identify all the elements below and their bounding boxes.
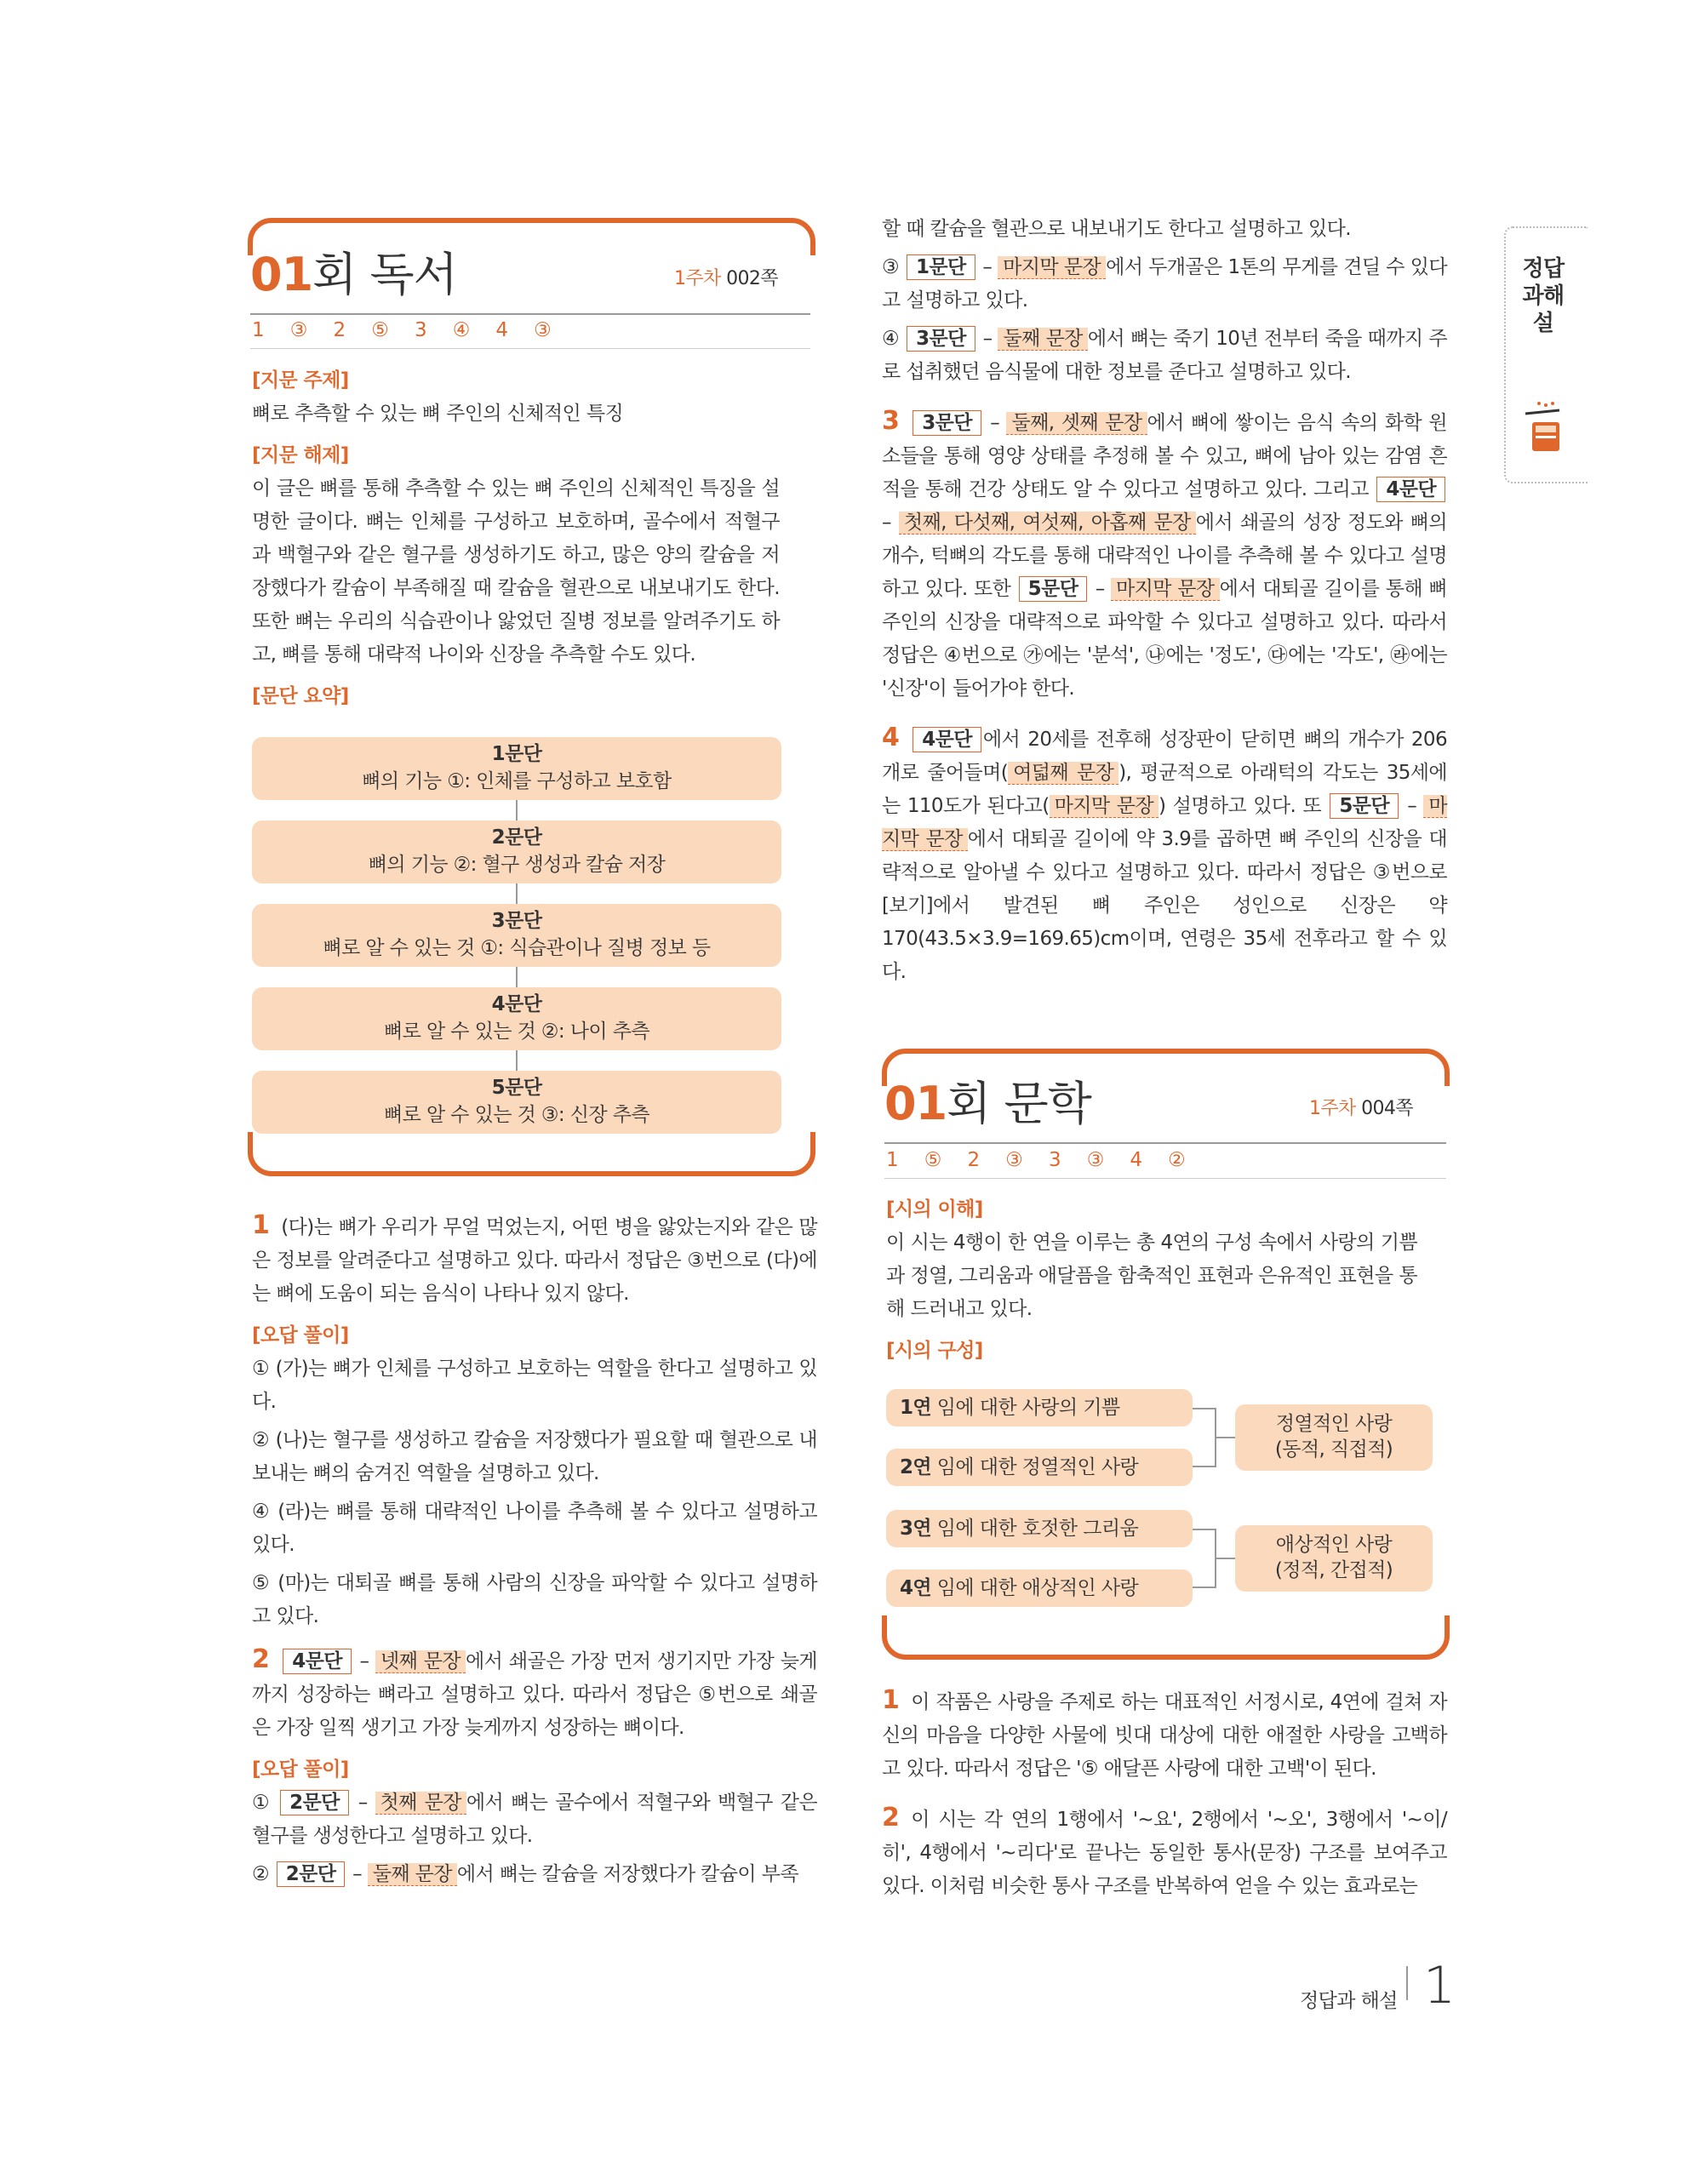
summary-box: 5문단 뼈로 알 수 있는 것 ③: 신장 추측 — [252, 1071, 781, 1134]
reading-topic-block — [252, 364, 780, 713]
literature-answer-key: 1 ⑤ 2 ③ 3 ③ 4 ② — [886, 1149, 1186, 1171]
literature-section-title: 01회 문학 — [884, 1077, 1091, 1130]
reading-header-rule — [250, 313, 810, 315]
footer-label: 정답과 해설 — [1300, 1990, 1398, 2012]
book-pencil-icon — [1515, 397, 1575, 456]
paragraph-summary-chart — [252, 737, 781, 1134]
literature-page-ref: 1주차 004쪽 — [1309, 1098, 1413, 1119]
literature-questions: 1 이 작품은 사랑을 주제로 하는 대표적인 서정시로, 4연에 걸쳐 자신의 마음을 다양한 사물에 빗대 대상에 대한 애절한 사랑을 고백하고 있다. 따라서 정답은 '⑤ 애달픈 사랑에 대한 고백'이 된다. 2 이 시는 각 연의 1행에서 '~요', 2행에서 '~오', 3행에서 '~이/히', 4행에서 '~리다'로 끝나는 동일한 통사(문장) 구조를 보여주고 있다. 이처럼 비슷한 통사 구조를 반복하여 얻을 수 있는 효과로는 — [882, 1685, 1447, 1897]
reading-answer-key: 1 ③ 2 ⑤ 3 ④ 4 ③ — [252, 319, 552, 341]
reading-section-title: 01회 독서 — [250, 248, 457, 301]
reading-page-ref: 1주차 002쪽 — [674, 268, 778, 289]
reading-answers-continued: 할 때 칼슘을 혈관으로 내보내기도 한다고 설명하고 있다. ③ 1문단 – 마지막 문장 에서 두개골은 1톤의 무게를 견딜 수 있다고 설명하고 있다. ④ 3문단 – 둘째 문장 에서 뼈는 죽기 10년 전부터 죽을 때까지 주로 섭취했던 음식물에 대한 정보를 준다고 설명하고 있다. 3 3문단 – 둘째, 셋째 문장 에서 뼈에 쌓이는 음식 속의 화학 원소들을 통해 영양 상태를 추정해 볼 수 있고, 뼈에 남아 있는 감염 흔적을 통해 건강 상태도 알 수 있다고 설명하고 있다. 그리고 4문단 – 첫째, 다섯째, 여섯째, 아홉째 문장 에서 쇄골의 성장 정도와 뼈의 개수, 턱뼈의 각도를 통해 대략적인 나이를 추측해 볼 수 있다고 설명하고 있다. 또한 5문단 – 마지막 문장 에서 대퇴골 길이를 통해 뼈 주인의 신장을 대략적으로 파악할 수 있다고 설명하고 있다. 따라서 정답은 ④번으로 ㉮에는 '분석', ㉯에는 '정도', ㉰에는 '각도', ㉱에는 '신장'이 들어가야 한다. 4 4문단 에서 20세를 전후해 성장판이 닫히면 뼈의 개수가 206개로 줄어들며( 여덟째 문장 ), 평균적으로 아래턱의 각도는 35세에는 110도가 된다고( 마지막 문장 ) 설명하고 있다. 또 5문단 – 마지막 문장 에서 대퇴골 길이에 약 3.9를 곱하면 뼈 주인의 신장을 대략적으로 알아낼 수 있다고 설명하고 있다. 따라서 정답은 ③번으로 [보기]에서 발견된 뼈 주인은 성인으로 신장은 약 170(43.5×3.9=169.65)cm이며, 연령은 35세 전후라고 할 수 있다. — [882, 213, 1447, 989]
summary-box: 2문단 뼈의 기능 ②: 혈구 생성과 칼슘 저장 — [252, 820, 781, 883]
analysis-label: [지문 해제] — [252, 444, 349, 466]
page-number: 1 — [1423, 1956, 1456, 2015]
reading-q1: 1 (다)는 뼈가 우리가 무얼 먹었는지, 어떤 병을 앓았는지와 같은 많은 정보를 알려준다고 설명하고 있다. 따라서 정답은 ③번으로 (다)에는 뼈에 도움이 되는 음식이 나타나 있지 않다. [오답 풀이] ① (가)는 뼈가 인체를 구성하고 보호하는 역할을 한다고 설명하고 있다. ② (나)는 혈구를 생성하고 칼슘을 저장했다가 필요할 때 혈관으로 내보내는 뼈의 숨겨진 역할을 설명하고 있다. ④ (라)는 뼈를 통해 대략적인 나이를 추측해 볼 수 있다고 설명하고 있다. ⑤ (마)는 대퇴골 뼈를 통해 사람의 신장을 파악할 수 있다고 설명하고 있다. — [252, 1210, 817, 1627]
side-tab-label: 정답과해설 — [1522, 256, 1565, 336]
poem-understanding: [시의 이해] 이 시는 4행이 한 연을 이루는 총 4연의 구성 속에서 사랑의 기쁨과 정열, 그리움과 애달픔을 함축적인 표현과 은유적인 표현을 통해 드러내고 있다. [시의 구성] — [886, 1198, 1417, 1362]
analysis-text: 이 글은 뼈를 통해 추측할 수 있는 뼈 주인의 신체적인 특징을 설명한 글이다. 뼈는 인체를 구성하고 보호하며, 골수에서 적혈구과 백혈구와 같은 혈구를 생성하기도 하고, 많은 양의 칼슘을 저장했다가 칼슘이 부족해질 때 칼슘을 혈관으로 내보내기도 한다. 또한 뼈는 우리의 식습관이나 앓었던 질병 정보를 알려주기도 하고, 뼈를 통해 대략적 나이와 신장을 추측할 수도 있다. — [252, 477, 780, 666]
poem-category: 애상적인 사랑 (정적, 간접적) — [1235, 1525, 1433, 1592]
topic-label: [지문 주제] — [252, 369, 349, 392]
summary-box: 4문단 뼈로 알 수 있는 것 ②: 나이 추측 — [252, 987, 781, 1050]
summary-box: 1문단 뼈의 기능 ①: 인체를 구성하고 보호함 — [252, 737, 781, 800]
poem-stanza-row: 4연 임에 대한 애상적인 사랑 — [886, 1569, 1193, 1607]
poem-stanza-row: 1연 임에 대한 사랑의 기쁨 — [886, 1389, 1193, 1426]
poem-stanza-row: 2연 임에 대한 정열적인 사랑 — [886, 1449, 1193, 1486]
reading-q4: 4 4문단 에서 20세를 전후해 성장판이 닫히면 뼈의 개수가 206개로 줄어들며( 여덟째 문장 ), 평균적으로 아래턱의 각도는 35세에는 110도가 된다고( 마지막 문장 ) 설명하고 있다. 또 5문단 – 마지막 문장 에서 대퇴골 길이에 약 3.9를 곱하면 뼈 주인의 신장을 대략적으로 알아낼 수 있다고 설명하고 있다. 따라서 정답은 ③번으로 [보기]에서 발견된 뼈 주인은 성인으로 신장은 약 170(43.5×3.9=169.65)cm이며, 연령은 35세 전후라고 할 수 있다. — [882, 723, 1447, 983]
summary-box: 3문단 뼈로 알 수 있는 것 ①: 식습관이나 질병 정보 등 — [252, 904, 781, 967]
topic-text: 뼈로 추측할 수 있는 뼈 주인의 신체적인 특징 — [252, 403, 624, 425]
summary-label: [문단 요약] — [252, 685, 349, 707]
poem-stanza-row: 3연 임에 대한 호젓한 그리움 — [886, 1510, 1193, 1547]
poem-category: 정열적인 사랑 (동적, 직접적) — [1235, 1404, 1433, 1471]
reading-q2: 2 4문단 – 넷째 문장 에서 쇄골은 가장 먼저 생기지만 가장 늦게까지 성장하는 뼈라고 설명하고 있다. 따라서 정답은 ⑤번으로 쇄골은 가장 일찍 생기고 가장 늦게까지 성장하는 뼈이다. [오답 풀이] ① 2문단 – 첫째 문장 에서 뼈는 골수에서 적혈구와 백혈구 같은 혈구를 생성한다고 설명하고 있다. ② 2문단 – 둘째 문장 에서 뼈는 칼슘을 저장했다가 칼슘이 부족 — [252, 1644, 818, 1885]
reading-q3: 3 3문단 – 둘째, 셋째 문장 에서 뼈에 쌓이는 음식 속의 화학 원소들을 통해 영양 상태를 추정해 볼 수 있고, 뼈에 남아 있는 감염 흔적을 통해 건강 상태도 알 수 있다고 설명하고 있다. 그리고 4문단 – 첫째, 다섯째, 여섯째, 아홉째 문장 에서 쇄골의 성장 정도와 뼈의 개수, 턱뼈의 각도를 통해 대략적인 나이를 추측해 볼 수 있다고 설명하고 있다. 또한 5문단 – 마지막 문장 에서 대퇴골 길이를 통해 뼈 주인의 신장을 대략적으로 파악할 수 있다고 설명하고 있다. 따라서 정답은 ④번으로 ㉮에는 '분석', ㉯에는 '정도', ㉰에는 '각도', ㉱에는 '신장'이 들어가야 한다. — [882, 406, 1448, 700]
